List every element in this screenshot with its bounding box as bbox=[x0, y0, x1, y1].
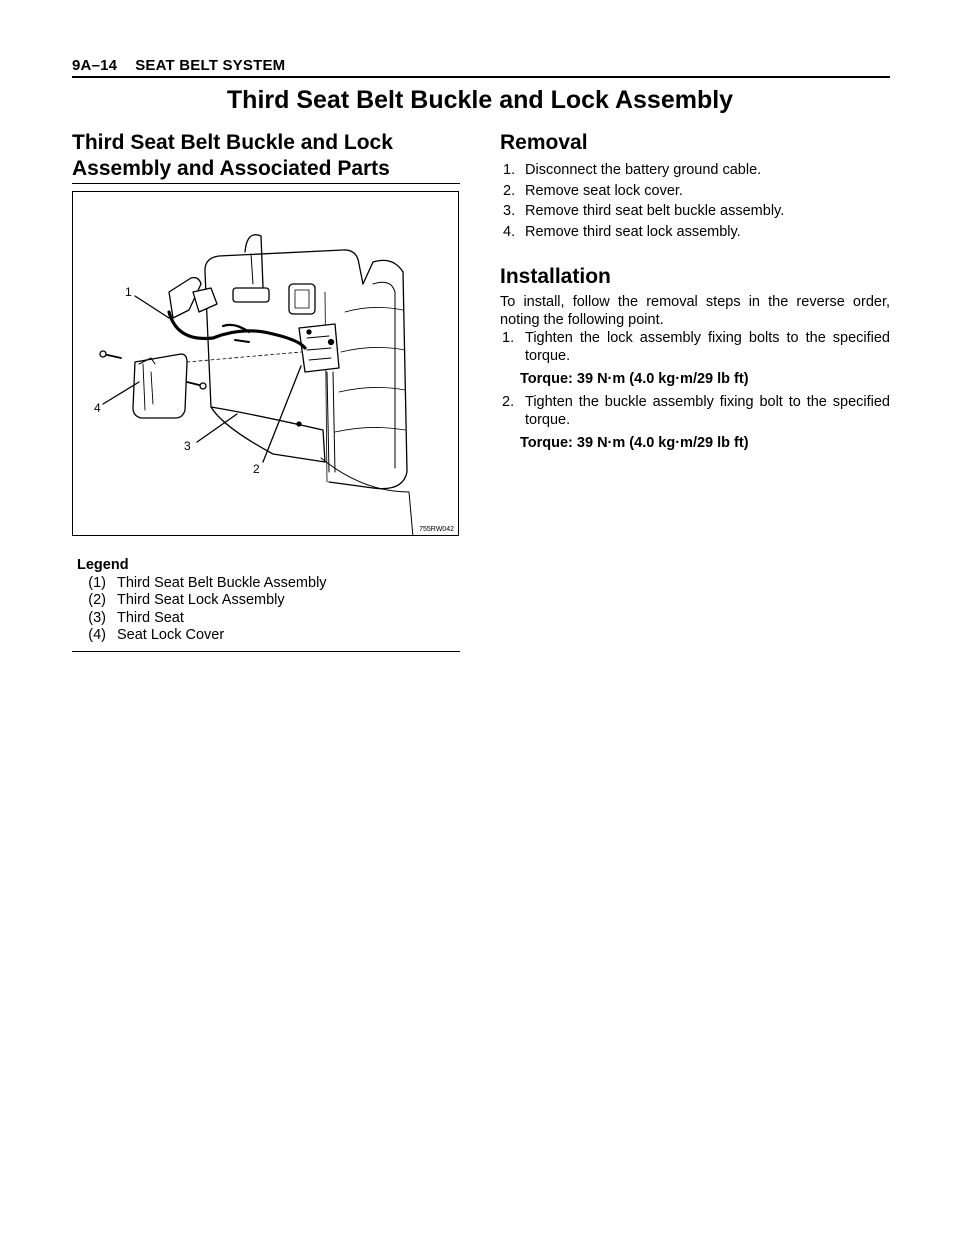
step-number: 4. bbox=[503, 223, 516, 240]
step-text: Tighten the lock assembly fixing bolts to the specified torque. bbox=[525, 330, 890, 364]
installation-intro: To install, follow the removal steps in the reverse order, noting the following point. bbox=[500, 294, 890, 328]
torque-spec: Torque: 39 N·m (4.0 kg·m/29 lb ft) bbox=[520, 435, 749, 451]
figure-code: 755RW042 bbox=[419, 526, 454, 533]
legend-item bbox=[72, 627, 460, 645]
step-text: Tighten the buckle assembly fixing bolt to the specified torque. bbox=[525, 394, 890, 428]
step-text: Disconnect the battery ground cable. bbox=[525, 162, 762, 178]
page-title: Third Seat Belt Buckle and Lock Assembly bbox=[226, 86, 734, 114]
installation-heading: Installation bbox=[500, 265, 611, 288]
seat-assembly-illustration bbox=[72, 191, 459, 536]
step-text: Remove seat lock cover. bbox=[525, 182, 683, 199]
legend-title: Legend bbox=[77, 557, 129, 573]
step-number: 1. bbox=[502, 330, 515, 346]
step-number: 2. bbox=[502, 394, 515, 410]
step-number: 3. bbox=[503, 203, 516, 219]
legend-item-text: Third Seat Lock Assembly bbox=[117, 592, 285, 608]
legend-item bbox=[72, 575, 460, 593]
legend-item-number: (1) bbox=[88, 574, 106, 591]
installation-step bbox=[500, 329, 890, 365]
callout-2: 2 bbox=[253, 462, 260, 476]
removal-heading: Removal bbox=[500, 131, 588, 154]
header-rule bbox=[72, 76, 890, 78]
legend bbox=[72, 557, 460, 645]
installation-step bbox=[500, 393, 890, 429]
legend-item bbox=[72, 592, 460, 610]
legend-item bbox=[72, 610, 460, 628]
removal-step bbox=[500, 222, 890, 243]
legend-item-number: (2) bbox=[88, 592, 106, 608]
step-number: 1. bbox=[503, 162, 516, 178]
procedure-column bbox=[500, 130, 890, 457]
removal-step bbox=[500, 160, 890, 181]
section-title: SEAT BELT SYSTEM bbox=[135, 57, 286, 74]
seat-assembly-drawing bbox=[73, 192, 459, 536]
legend-item-number: (4) bbox=[88, 627, 106, 643]
removal-steps bbox=[500, 160, 890, 242]
callout-3: 3 bbox=[184, 439, 191, 453]
legend-item-number: (3) bbox=[88, 609, 106, 626]
running-header bbox=[72, 57, 285, 74]
removal-step bbox=[500, 201, 890, 222]
legend-bottom-rule bbox=[72, 651, 460, 652]
figure-top-rule bbox=[72, 183, 460, 184]
callout-1: 1 bbox=[125, 285, 132, 299]
step-number: 2. bbox=[503, 182, 516, 199]
step-text: Remove third seat belt buckle assembly. bbox=[525, 203, 785, 219]
figure-heading: Third Seat Belt Buckle and Lock Assembly and Associated Parts bbox=[72, 131, 393, 180]
torque-spec: Torque: 39 N·m (4.0 kg·m/29 lb ft) bbox=[520, 371, 749, 387]
legend-item-text: Seat Lock Cover bbox=[117, 627, 225, 643]
legend-item-text: Third Seat Belt Buckle Assembly bbox=[117, 574, 327, 591]
callout-4: 4 bbox=[94, 401, 101, 415]
removal-step bbox=[500, 181, 890, 202]
legend-item-text: Third Seat bbox=[117, 609, 184, 626]
step-text: Remove third seat lock assembly. bbox=[525, 223, 741, 240]
section-code: 9A–14 bbox=[72, 57, 118, 74]
